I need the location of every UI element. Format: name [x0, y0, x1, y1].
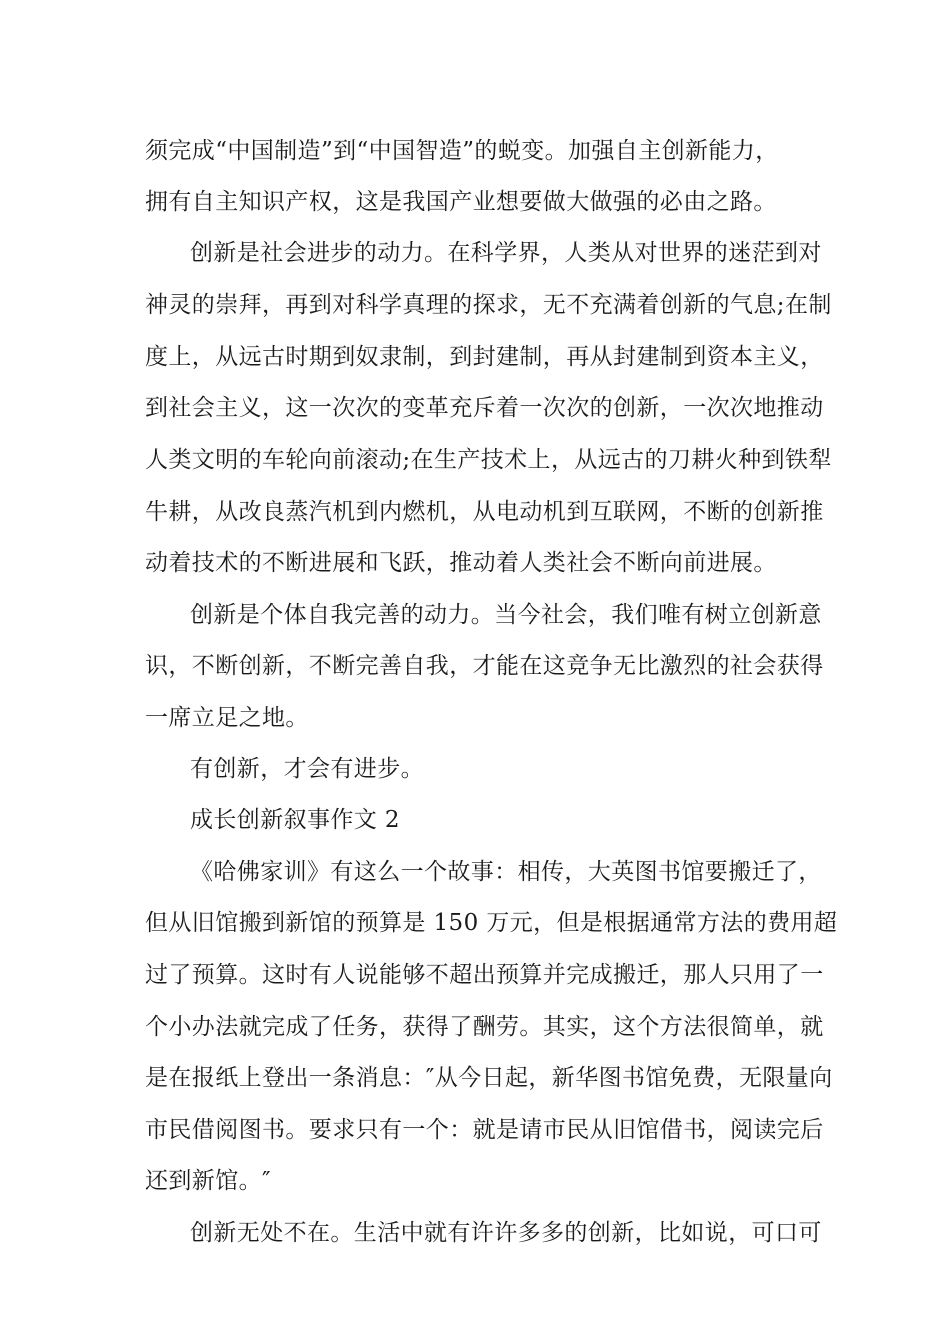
- text-line: 到社会主义，这一次次的变革充斥着一次次的创新，一次次地推动: [145, 395, 824, 421]
- text-line: 个小办法就完成了任务，获得了酬劳。其实，这个方法很简单，就: [145, 1014, 824, 1040]
- text-line: 识，不断创新，不断完善自我，才能在这竞争无比激烈的社会获得: [145, 653, 824, 679]
- text-line: 过了预算。这时有人说能够不超出预算并完成搬迁，那人只用了一: [145, 962, 824, 988]
- paragraph-first-line: 创新是社会进步的动力。在科学界，人类从对世界的迷茫到对: [190, 240, 822, 266]
- text-line: 度上，从远古时期到奴隶制，到封建制，再从封建制到资本主义，: [145, 344, 824, 370]
- text-line: 神灵的崇拜，再到对科学真理的探求，无不充满着创新的气息;在制: [145, 292, 832, 318]
- text-line: 市民借阅图书。要求只有一个：就是请市民从旧馆借书，阅读完后: [145, 1117, 824, 1143]
- text-line: 拥有自主知识产权，这是我国产业想要做大做强的必由之路。: [145, 189, 777, 215]
- text-line: 一席立足之地。: [145, 705, 309, 731]
- paragraph-first-line: 创新是个体自我完善的动力。当今社会，我们唯有树立创新意: [190, 602, 822, 628]
- text-line: 牛耕，从改良蒸汽机到内燃机，从电动机到互联网，不断的创新推: [145, 499, 824, 525]
- paragraph-first-line: 《哈佛家训》有这么一个故事：相传，大英图书馆要搬迁了，: [190, 859, 822, 885]
- paragraph-first-line: 创新无处不在。生活中就有许许多多的创新，比如说，可口可: [190, 1220, 822, 1246]
- text-line: 是在报纸上登出一条消息：″从今日起，新华图书馆免费，无限量向: [145, 1065, 833, 1091]
- text-line: 还到新馆。″: [145, 1168, 271, 1194]
- text-line: 须完成“中国制造”到“中国智造”的蜕变。加强自主创新能力，: [145, 138, 779, 164]
- text-line: 动着技术的不断进展和飞跃，推动着人类社会不断向前进展。: [145, 550, 777, 576]
- text-line: 人类文明的车轮向前滚动;在生产技术上，从远古的刀耕火种到铁犁: [145, 447, 832, 473]
- text-line: 但从旧馆搬到新馆的预算是 150 万元，但是根据通常方法的费用超: [145, 910, 838, 936]
- paragraph-line: 有创新，才会有进步。: [190, 756, 424, 782]
- section-heading: 成长创新叙事作文 2: [190, 807, 400, 833]
